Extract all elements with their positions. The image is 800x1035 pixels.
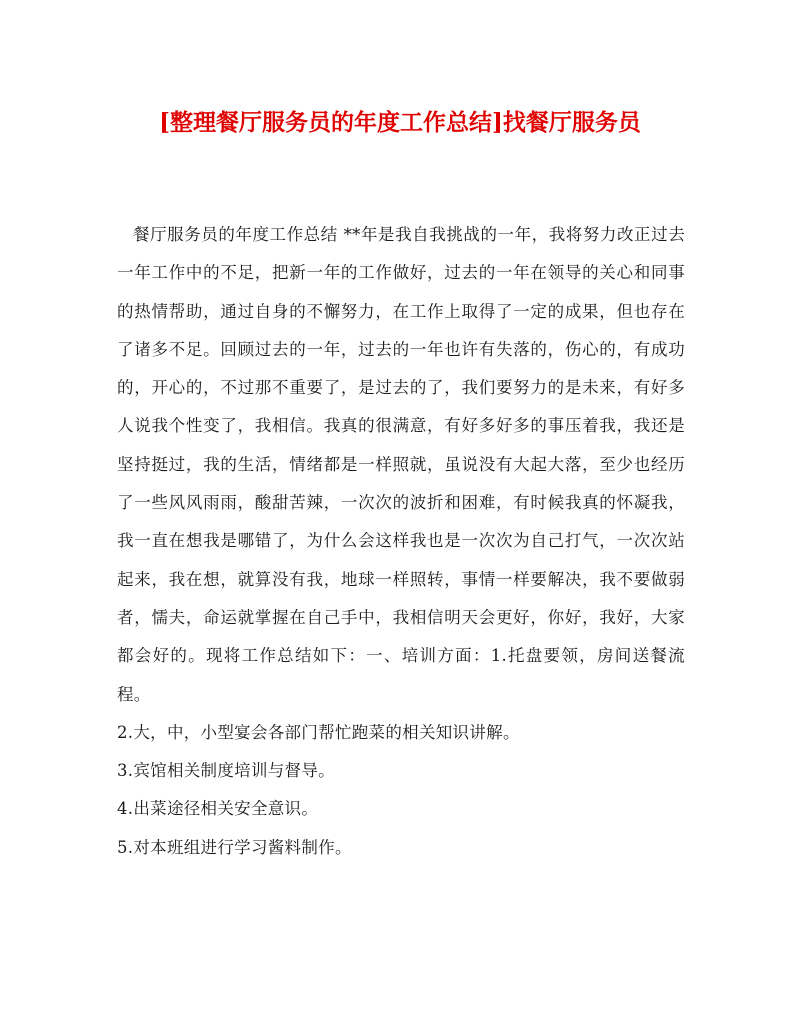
document-title: [整理餐厅服务员的年度工作总结]找餐厅服务员 [159, 109, 641, 136]
list-item: 3.宾馆相关制度培训与督导。 [117, 761, 335, 781]
body-paragraph: 餐厅服务员的年度工作总结 **年是我自我挑战的一年，我将努力改正过去一年工作中的不足，把新一年的工作做好，过去的一年在领导的关心和同事的热情帮助，通过自身的不懈努力，在工作上取得了一定的成果，但也存在了诸多不足。回顾过去的一年，过去的一年也许有失落的，伤心的，有成功的，开心的，不过那不重要了，是过去的了，我们要努力的是未来，有好多人说我个性变了，我相信。我真的很满意，有好多好多的事压着我，我还是坚持挺过，我的生活，情绪都是一样照就，虽说没有大起大落，至少也经历了一些风风雨雨，酸甜苦辣，一次次的波折和困难，有时候我真的怀凝我，我一直在想我是哪错了，为什么会这样我也是一次次为自己打气，一次次站起来，我在想，就算没有我，地球一样照转，事情一样要解决，我不要做弱者，懦夫，命运就掌握在自己手中，我相信明天会更好，你好，我好，大家都会好的。现将工作总结如下：一、培训方面：1.托盘要领，房间送餐流程。 [117, 225, 685, 704]
document-body [117, 216, 685, 867]
list-item: 5.对本班组进行学习酱料制作。 [117, 837, 352, 857]
list-item: 4.出菜途径相关安全意识。 [117, 799, 319, 819]
list-item: 2.大，中，小型宴会各部门帮忙跑菜的相关知识讲解。 [117, 722, 520, 742]
